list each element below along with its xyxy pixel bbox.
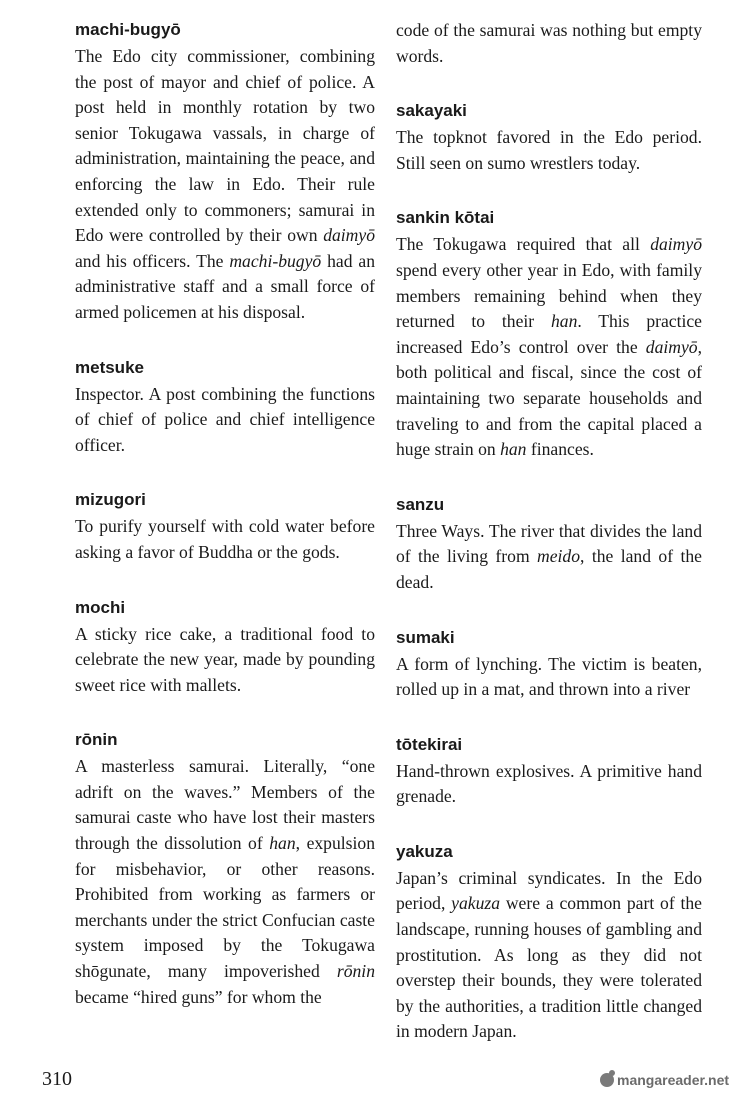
definition-text: The topknot favored in the Edo period. Still seen on sumo wrestlers today. (396, 127, 702, 173)
glossary-term: mizugori (75, 490, 146, 510)
glossary-term: sankin kōtai (396, 208, 495, 228)
definition-text: , both political and fiscal, since the cost of maintaining two separate households and traveling to and from the capital placed a huge strain on (396, 336, 702, 460)
definition-text: , the land of the dead. (396, 546, 702, 592)
glossary-term: tōtekirai (396, 734, 463, 754)
glossary-term: sumaki (396, 627, 455, 647)
italic-term: meido (537, 546, 581, 567)
italic-term: han (269, 833, 296, 854)
italic-term: yakuza (451, 893, 501, 914)
glossary-definition (75, 382, 375, 459)
glossary-term: mochi (75, 597, 126, 617)
definition-text: The Tokugawa required that all (396, 234, 651, 255)
italic-term: rōnin (336, 961, 375, 982)
italic-term: daimyō (645, 336, 698, 357)
glossary-term: yakuza (396, 841, 453, 861)
watermark-text: mangareader.net (617, 1072, 730, 1088)
glossary-entry (75, 596, 375, 699)
glossary-definition (396, 866, 702, 1045)
glossary-entry (396, 493, 702, 596)
italic-term: daimyō (650, 234, 702, 255)
glossary-term: machi-bugyō (75, 20, 181, 39)
glossary-term: sakayaki (396, 101, 467, 121)
italic-term: han (550, 311, 578, 332)
definition-text: Three Ways. The river that divides the land of the living from (396, 520, 702, 567)
glossary-definition (75, 44, 375, 326)
watermark (600, 1072, 729, 1088)
definition-text: spend every other year in Edo, with family members remaining behind when they returned to their (396, 259, 702, 332)
definition-text: Hand-thrown explosives. A primitive hand grenade. (396, 760, 702, 807)
definition-text: had an administrative staff and a small force of armed policemen at his disposal. (75, 250, 375, 322)
definition-text: code of the samurai was nothing but empty words. (396, 20, 702, 66)
glossary-definition (396, 759, 702, 810)
definition-text: A form of lynching. The victim is beaten, rolled up in a mat, and thrown into a river (396, 653, 702, 700)
definition-text: Japan’s criminal syndicates. In the Edo period, (396, 867, 702, 914)
glossary-definition (75, 754, 375, 1010)
glossary-definition (75, 622, 375, 699)
glossary-entry (396, 99, 702, 176)
glossary-definition (75, 514, 375, 565)
italic-term: daimyō (323, 225, 375, 246)
glossary-entry (396, 733, 702, 810)
glossary-entry (75, 488, 375, 565)
glossary-entry (396, 626, 702, 703)
definition-text: A masterless samurai. Literally, “one adrift on the waves.” Members of the samurai caste who have lost their masters through the dissolution of (75, 756, 375, 854)
glossary-entry (396, 18, 702, 69)
glossary-entry (75, 728, 375, 1010)
glossary-term: sanzu (396, 494, 445, 514)
right-column (396, 18, 702, 1075)
glossary-definition (396, 125, 702, 176)
glossary-entry (396, 206, 702, 462)
page-number: 310 (42, 1068, 72, 1090)
glossary-definition (396, 232, 702, 462)
definition-text: Inspector. A post combining the functions of chief of police and chief intelligence officer. (75, 383, 375, 455)
definition-text: were a common part of the landscape, running houses of gambling and prostitution. As long as they did not overstep their bounds, they were tolerated by the authorities, a tradition little changed in modern Japan. (396, 893, 702, 1042)
definition-text: . This practice increased Edo’s control over the (396, 311, 702, 357)
glossary-definition (396, 519, 702, 596)
definition-text: A sticky rice cake, a traditional food to celebrate the new year, made by pounding sweet rice with mallets. (75, 623, 375, 695)
watermark-logo-icon (600, 1073, 614, 1087)
glossary-entry (396, 840, 702, 1045)
glossary-term: metsuke (75, 357, 144, 377)
left-column (75, 18, 375, 1040)
definition-text: , expulsion for misbehavior, or other reasons. Prohibited from working as farmers or merchants under the strict Confucian caste system imposed by the Tokugawa shōgunate, many impoverished (75, 833, 375, 982)
glossary-term: rōnin (75, 730, 118, 750)
italic-term: han (500, 439, 527, 460)
definition-text: The Edo city commissioner, combining the post of mayor and chief of police. A post held in monthly rotation by two senior Tokugawa vassals, in charge of administration, maintaining the peace, and enforcing the law in Edo. Their rule extended only to commoners; samurai in Edo were controlled by their own (75, 46, 375, 246)
glossary-definition (396, 652, 702, 703)
definition-text: To purify yourself with cold water before asking a favor of Buddha or the gods. (75, 516, 375, 562)
definition-text: became “hired guns” for whom the (75, 986, 322, 1007)
definition-text: finances. (526, 439, 594, 460)
glossary-definition (396, 18, 702, 69)
italic-term: machi-bugyō (229, 250, 322, 271)
glossary-entry (75, 18, 375, 326)
definition-text: and his officers. The (75, 250, 230, 271)
glossary-entry (75, 356, 375, 459)
